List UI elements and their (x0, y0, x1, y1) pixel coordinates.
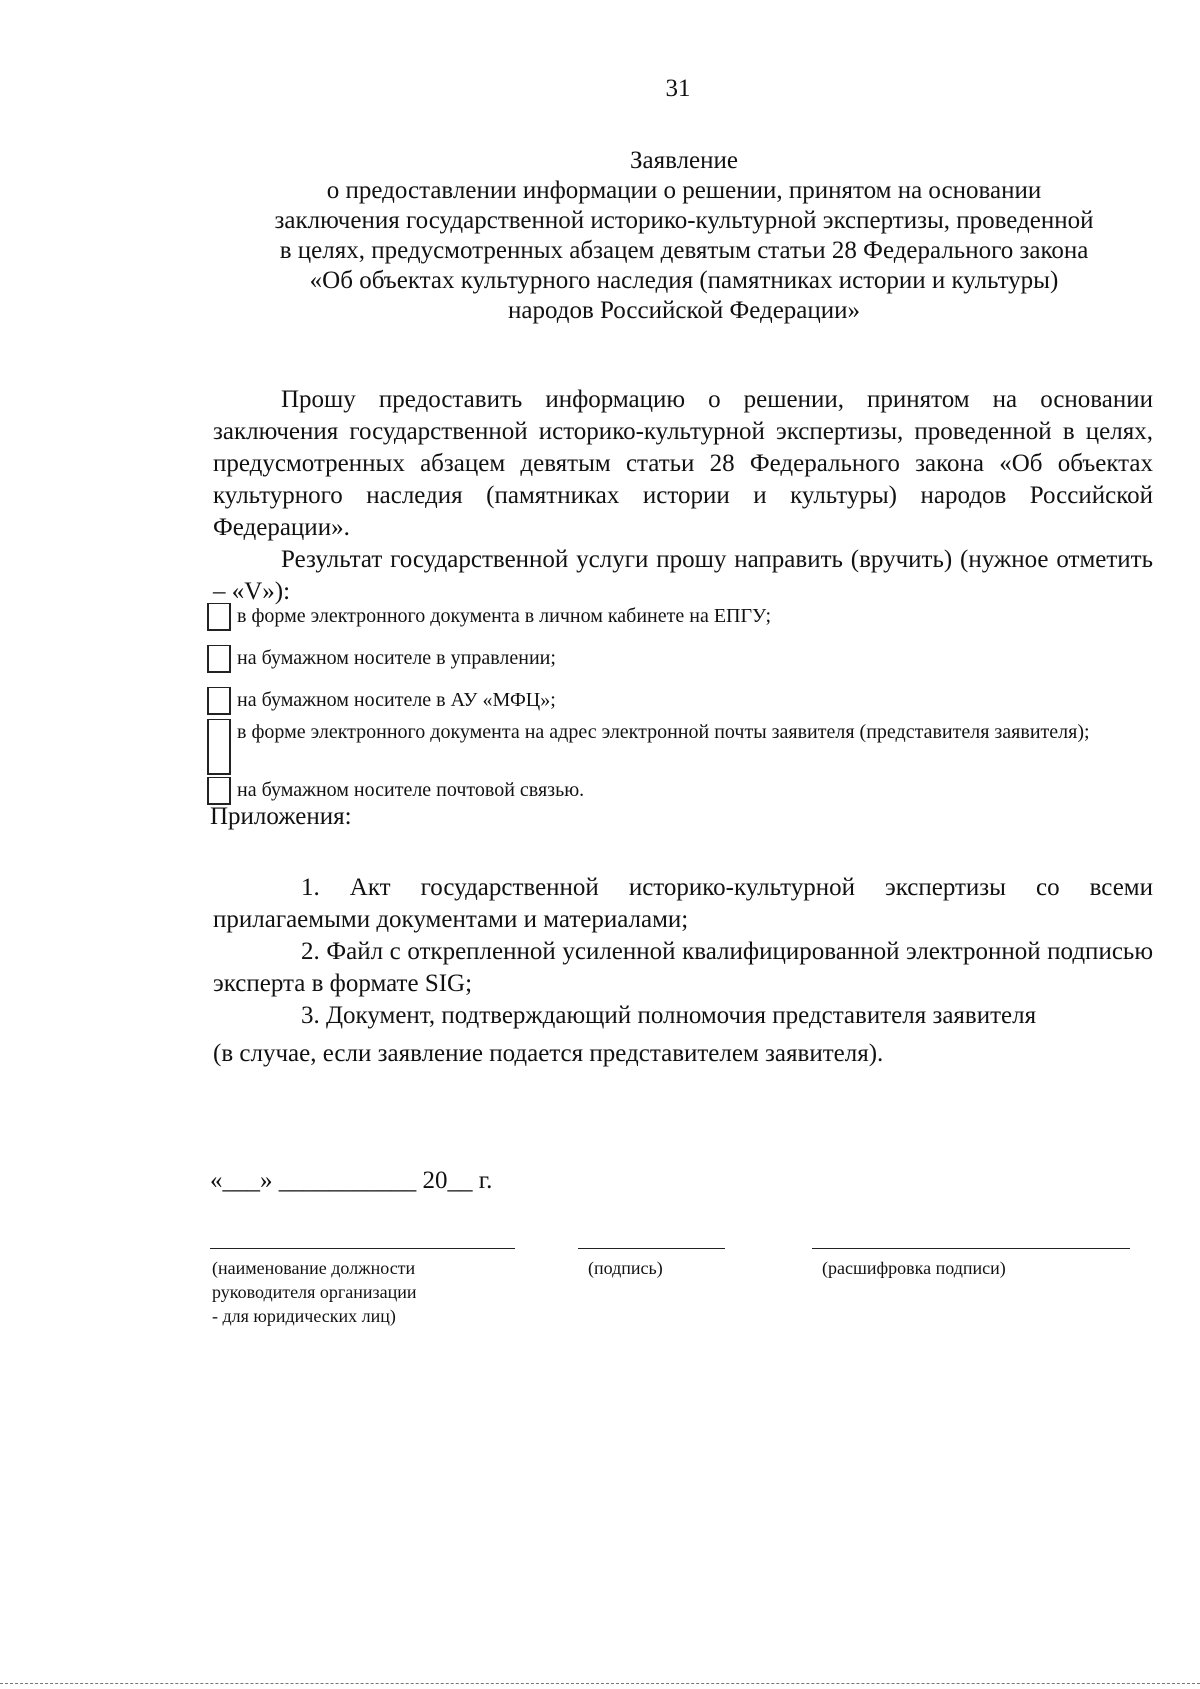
delivery-option[interactable] (207, 603, 1107, 631)
delivery-option[interactable] (207, 777, 1107, 805)
position-signature-line[interactable] (210, 1248, 515, 1249)
attachment-item: (в случае, если заявление подается представителем заявителя). (213, 1040, 884, 1067)
checkbox[interactable] (207, 777, 231, 805)
title-line: о предоставлении информации о решении, принятом на основании (326, 177, 1042, 204)
checkbox[interactable] (207, 645, 231, 673)
title-line: «Об объектах культурного наследия (памятниках истории и культуры) (309, 267, 1059, 294)
attachment-item: 2. Файл с открепленной усиленной квалифицированной электронной подписью эксперта в формате SIG; (213, 938, 1153, 997)
title-line: в целях, предусмотренных абзацем девятым статьи 28 Федерального закона (279, 237, 1089, 264)
checkbox[interactable] (207, 719, 231, 775)
delivery-option[interactable] (207, 645, 1107, 673)
delivery-option-label: в форме электронного документа в личном кабинете на ЕПГУ; (237, 605, 771, 627)
document-title (205, 146, 1163, 326)
date-field[interactable]: «___» ___________ 20__ г. (210, 1167, 493, 1194)
delivery-option-label: в форме электронного документа на адрес электронной почты заявителя (представителя заявителя); (237, 721, 1090, 743)
delivery-option[interactable] (207, 719, 1107, 775)
page-number: 31 (665, 75, 691, 102)
decoding-signature-line[interactable] (812, 1248, 1130, 1249)
signature-line[interactable] (578, 1248, 725, 1249)
delivery-option-label: на бумажном носителе в АУ «МФЦ»; (237, 689, 556, 711)
attachments-heading: Приложения: (210, 803, 352, 830)
title-line: народов Российской Федерации» (507, 297, 861, 324)
title-line: заключения государственной историко-культурной экспертизы, проведенной (274, 207, 1094, 234)
checkbox[interactable] (207, 603, 231, 631)
decoding-label: (расшифровка подписи) (822, 1258, 1006, 1278)
attachment-item: 1. Акт государственной историко-культурной экспертизы со всеми прилагаемыми документами и материалами; (213, 874, 1153, 933)
checkbox[interactable] (207, 687, 231, 715)
scan-edge-rule (0, 1683, 1200, 1684)
delivery-option[interactable] (207, 687, 1107, 715)
attachment-item: 3. Документ, подтверждающий полномочия представителя заявителя (301, 1002, 1037, 1029)
request-section (213, 384, 1153, 608)
signature-label: (подпись) (588, 1258, 663, 1278)
delivery-option-label: на бумажном носителе почтовой связью. (237, 779, 585, 801)
delivery-option-label: на бумажном носителе в управлении; (237, 647, 556, 669)
result-paragraph: Результат государственной услуги прошу направить (вручить) (нужное отметить – «V»): (213, 546, 1153, 605)
title-heading: Заявление (629, 147, 739, 174)
delivery-options-list (207, 603, 1107, 819)
request-paragraph: Прошу предоставить информацию о решении, принятом на основании заключения государственной историко-культурной экспертизы, проведенной в целях, предусмотренных абзацем девятым статьи 28 Федерального закона «Об объектах культурного наследия (памятниках истории и культуры) народов Российской Федерации». (213, 386, 1153, 541)
position-label: (наименование должности руководителя организации - для юридических лиц) (212, 1258, 417, 1326)
attachments-list (213, 872, 1153, 1070)
